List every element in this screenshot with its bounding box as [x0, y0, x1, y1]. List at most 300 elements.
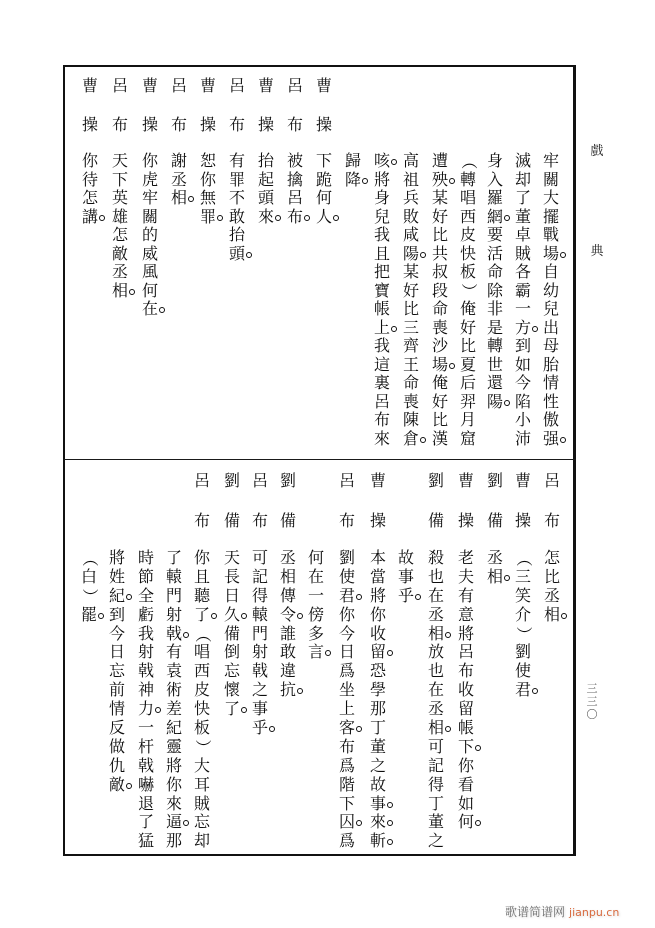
glyph: 看 [457, 774, 474, 794]
glyph: 做 [108, 736, 125, 756]
glyph: 英 [111, 188, 128, 207]
dialogue-text [164, 549, 184, 851]
glyph: 曹 [514, 471, 531, 490]
glyph: 唱 [193, 642, 210, 662]
glyph: 丁 [427, 793, 444, 813]
glyph: 懷 [223, 680, 240, 700]
glyph: 下 [456, 738, 476, 757]
glyph: 來 [256, 208, 276, 227]
glyph: 布 [111, 115, 128, 134]
glyph: 傍 [307, 604, 324, 624]
glyph: 老 [457, 548, 474, 567]
glyph: 如 [457, 793, 474, 813]
glyph: 布 [338, 736, 355, 756]
glyph: 夫 [457, 566, 474, 586]
glyph: 場 [430, 356, 450, 375]
glyph: 神 [137, 680, 154, 700]
glyph: 好 [431, 206, 448, 226]
glyph: 爲 [338, 661, 355, 681]
glyph: 好 [431, 391, 448, 411]
glyph: 關 [542, 169, 559, 189]
glyph: 威 [141, 243, 158, 263]
period-circle-mark [356, 594, 362, 600]
glyph: 丞 [170, 169, 187, 189]
dialogue-text [136, 549, 156, 851]
glyph: 了 [165, 548, 182, 567]
glyph: 講 [80, 208, 100, 227]
glyph: 我 [373, 225, 390, 244]
glyph: 敢 [228, 206, 245, 226]
glyph: 言 [306, 643, 326, 662]
glyph: 何 [307, 548, 324, 567]
glyph: 一 [137, 718, 154, 738]
glyph: 到 [514, 336, 531, 355]
glyph: 母 [542, 336, 559, 355]
dialogue-text [250, 549, 270, 738]
glyph: 有 [457, 585, 474, 605]
glyph: 曹 [369, 471, 386, 490]
speaker-name [278, 472, 298, 552]
glyph: 之 [251, 680, 268, 700]
glyph: 板 [459, 262, 476, 281]
glyph: 性 [542, 391, 559, 411]
glyph: 故 [369, 774, 386, 794]
glyph: 布 [338, 511, 355, 530]
glyph: 沛 [514, 428, 531, 448]
glyph: 王 [402, 354, 419, 374]
glyph: 布 [251, 511, 268, 530]
glyph: 遭 [431, 151, 448, 170]
glyph: 何 [456, 813, 476, 832]
glyph: 操 [514, 511, 531, 530]
period-circle-mark [126, 594, 132, 600]
glyph: 呂 [170, 76, 187, 95]
glyph: 命 [431, 299, 448, 318]
glyph: 下 [315, 151, 332, 170]
glyph: 將 [457, 623, 474, 643]
glyph: 笑 [514, 585, 531, 605]
glyph: 戟 [137, 661, 154, 681]
glyph: 板 [193, 718, 210, 738]
glyph: 却 [193, 831, 210, 851]
glyph: 雄 [111, 206, 128, 226]
glyph: （ [193, 626, 213, 643]
glyph: 霸 [514, 280, 531, 300]
glyph: 相 [426, 625, 446, 644]
glyph: 高 [402, 151, 419, 170]
glyph: 非 [486, 299, 503, 318]
glyph: 了 [514, 188, 531, 207]
glyph: 你 [457, 755, 474, 775]
period-circle-mark [504, 575, 510, 581]
glyph: 比 [543, 566, 560, 586]
glyph: （ [514, 550, 534, 567]
glyph: 抬 [228, 225, 245, 244]
glyph: 裏 [373, 373, 390, 392]
speaker-name [426, 472, 446, 552]
glyph: 天 [111, 151, 128, 170]
glyph: 三 [586, 682, 598, 695]
glyph: 卓 [514, 225, 531, 244]
glyph: 一 [307, 585, 324, 605]
glyph: 比 [402, 299, 419, 318]
glyph: 風 [141, 262, 158, 281]
glyph: 白 [80, 566, 97, 586]
glyph: 在 [427, 680, 444, 700]
glyph: 虎 [141, 169, 158, 189]
script-column [79, 0, 99, 928]
glyph: 你 [193, 548, 210, 567]
script-column [396, 0, 416, 928]
glyph: 操 [457, 511, 474, 530]
glyph: 敵 [107, 776, 127, 795]
glyph: 操 [257, 115, 274, 134]
glyph: 丞 [279, 548, 296, 567]
glyph: 劉 [486, 471, 503, 490]
glyph: 天 [223, 548, 240, 567]
glyph: 故 [397, 548, 414, 567]
period-circle-mark [211, 613, 217, 619]
glyph: 忘 [223, 661, 240, 681]
script-column [485, 0, 505, 928]
glyph: 射 [165, 604, 182, 624]
glyph: 歸 [344, 151, 361, 170]
glyph: 西 [193, 661, 210, 681]
glyph: 抬 [257, 151, 274, 170]
speaker-name [250, 472, 270, 552]
script-column [164, 0, 184, 928]
glyph: 擒 [286, 169, 303, 189]
dialogue-text [192, 549, 212, 851]
glyph: 出 [542, 317, 559, 337]
glyph: 丞 [427, 604, 444, 624]
glyph: 介 [514, 604, 531, 624]
period-circle-mark [269, 726, 275, 732]
glyph: 董 [514, 206, 531, 226]
glyph: 使 [338, 566, 355, 586]
glyph: 備 [427, 511, 444, 530]
glyph: 窟 [459, 428, 476, 448]
glyph: 陷 [514, 391, 531, 411]
dialogue-text [426, 549, 446, 851]
glyph: 頭 [227, 245, 247, 264]
glyph: 劉 [223, 471, 240, 490]
glyph: 將 [373, 169, 390, 189]
glyph: 漢 [431, 428, 448, 448]
glyph: 猛 [137, 831, 154, 851]
glyph: 記 [251, 566, 268, 586]
glyph: 戟 [251, 661, 268, 681]
glyph: 忘 [108, 661, 125, 681]
glyph: 自 [542, 262, 559, 281]
script-column [250, 0, 270, 928]
glyph: 關 [141, 206, 158, 226]
glyph: 要 [486, 225, 503, 244]
glyph: 不 [228, 188, 245, 207]
script-column [513, 0, 533, 928]
period-circle-mark [387, 839, 393, 845]
glyph: 敵 [111, 243, 128, 263]
running-title-char-2: 典 [590, 244, 604, 259]
glyph: 陳 [402, 410, 419, 429]
glyph: 劉 [338, 548, 355, 567]
period-circle-mark [445, 632, 451, 638]
glyph: 將 [108, 548, 125, 567]
glyph: 杆 [137, 736, 154, 756]
glyph: 可 [427, 736, 444, 756]
glyph: 操 [369, 511, 386, 530]
period-circle-mark [445, 726, 451, 732]
glyph: 布 [193, 511, 210, 530]
period-circle-mark [532, 688, 538, 694]
glyph: 擺 [542, 206, 559, 226]
glyph: 呂 [457, 642, 474, 662]
glyph: 丞 [111, 262, 128, 281]
glyph: 起 [257, 169, 274, 189]
glyph: 呂 [543, 471, 560, 490]
glyph: 長 [223, 566, 240, 586]
glyph: 客 [337, 719, 357, 738]
glyph: 無 [199, 188, 216, 207]
period-circle-mark [126, 783, 132, 789]
glyph: 我 [137, 623, 154, 643]
period-circle-mark [183, 632, 189, 638]
script-column [542, 0, 562, 928]
glyph: 沙 [431, 336, 448, 355]
glyph: 謝 [170, 151, 187, 170]
dialogue-text [306, 549, 326, 662]
glyph: 三 [402, 317, 419, 337]
glyph: 得 [251, 585, 268, 605]
period-circle-mark [155, 707, 161, 713]
glyph: 兒 [373, 206, 390, 226]
glyph: 傲 [542, 410, 559, 429]
glyph: 之 [369, 755, 386, 775]
period-circle-mark [325, 650, 331, 656]
glyph: 小 [514, 410, 531, 429]
glyph: 今 [338, 623, 355, 643]
script-column [368, 0, 388, 928]
glyph: 留 [457, 699, 474, 719]
glyph: 倉 [401, 430, 421, 449]
period-circle-mark [356, 820, 362, 826]
glyph: 操 [141, 115, 158, 134]
glyph: 差 [165, 699, 182, 719]
glyph: 某 [402, 262, 419, 281]
glyph: 這 [373, 354, 390, 374]
glyph: 布 [373, 410, 390, 429]
glyph: 操 [199, 115, 216, 134]
glyph: 了 [192, 606, 212, 625]
glyph: 牢 [141, 188, 158, 207]
glyph: 戟 [137, 755, 154, 775]
glyph: 喪 [402, 391, 419, 411]
glyph: 呂 [286, 188, 303, 207]
glyph: 方 [513, 319, 533, 338]
glyph: 相 [279, 566, 296, 586]
glyph: 丞 [427, 699, 444, 719]
glyph: 轉 [459, 169, 476, 189]
glyph: 呂 [286, 76, 303, 95]
glyph: 殺 [427, 548, 444, 567]
glyph: 虧 [137, 604, 154, 624]
glyph: 唱 [459, 188, 476, 207]
glyph: 前 [108, 680, 125, 700]
glyph: 姓 [108, 566, 125, 586]
glyph: 月 [459, 410, 476, 429]
glyph: 比 [459, 336, 476, 355]
glyph: 共 [431, 243, 448, 263]
glyph: 當 [369, 566, 386, 586]
glyph: 備 [223, 623, 240, 643]
glyph: 之 [427, 831, 444, 851]
glyph: 射 [137, 642, 154, 662]
glyph: 夏 [459, 354, 476, 374]
speaker-name [513, 472, 533, 552]
period-circle-mark [241, 613, 247, 619]
glyph: 事 [368, 795, 388, 814]
glyph: 來 [368, 813, 388, 832]
glyph: 〇 [586, 708, 598, 721]
glyph: 身 [373, 188, 390, 207]
watermark-domain: jianpu.cn [569, 906, 620, 919]
glyph: 曹 [81, 76, 98, 95]
glyph: 階 [338, 774, 355, 794]
period-circle-mark [475, 820, 481, 826]
glyph: 爲 [338, 831, 355, 851]
glyph: 怎 [111, 225, 128, 244]
glyph: 相 [542, 606, 562, 625]
glyph: 跪 [315, 169, 332, 189]
glyph: 后 [459, 373, 476, 392]
glyph: 某 [431, 188, 448, 207]
glyph: 劉 [279, 471, 296, 490]
glyph: ） [514, 626, 534, 643]
script-column [278, 0, 298, 928]
glyph: 在 [427, 585, 444, 605]
glyph: 西 [459, 206, 476, 226]
glyph: 還 [486, 373, 503, 392]
glyph: 意 [457, 604, 474, 624]
dialogue-text [542, 549, 562, 625]
glyph: 操 [315, 115, 332, 134]
speaker-name [456, 472, 476, 552]
glyph: 曹 [257, 76, 274, 95]
glyph: 寶 [373, 280, 390, 300]
glyph: 快 [193, 699, 210, 719]
glyph: 今 [514, 373, 531, 392]
glyph: 了 [137, 812, 154, 832]
glyph: 轅 [165, 566, 182, 586]
glyph: 布 [285, 208, 305, 227]
glyph: 袁 [165, 661, 182, 681]
glyph: 門 [165, 585, 182, 605]
glyph: 可 [251, 548, 268, 567]
glyph: 把 [373, 262, 390, 281]
glyph: 有 [228, 151, 245, 170]
glyph: 呂 [251, 471, 268, 490]
glyph: 罪 [228, 169, 245, 189]
glyph: 到 [108, 604, 125, 624]
glyph: 在 [307, 566, 324, 586]
glyph: 違 [279, 661, 296, 681]
period-circle-mark [387, 820, 393, 826]
glyph: 却 [514, 169, 531, 189]
glyph: 紀 [165, 718, 182, 738]
glyph: 比 [431, 225, 448, 244]
dialogue-text [396, 549, 416, 606]
glyph: 恐 [369, 661, 386, 681]
glyph: 咳 [372, 152, 392, 171]
period-circle-mark [387, 650, 393, 656]
glyph: 門 [251, 623, 268, 643]
glyph: 喪 [431, 317, 448, 337]
glyph: 耳 [193, 774, 210, 794]
glyph: 下 [338, 793, 355, 813]
glyph: 俺 [459, 299, 476, 318]
glyph: 學 [369, 680, 386, 700]
glyph: 皮 [193, 680, 210, 700]
glyph: 反 [108, 718, 125, 738]
glyph: 相 [110, 282, 130, 301]
glyph: 日 [108, 642, 125, 662]
glyph: 皮 [459, 225, 476, 244]
glyph: 戰 [542, 225, 559, 244]
glyph: 靈 [165, 736, 182, 756]
glyph: 布 [228, 115, 245, 134]
glyph: 戟 [164, 625, 184, 644]
glyph: 忘 [193, 812, 210, 832]
period-circle-mark [297, 613, 303, 619]
glyph: 牢 [542, 151, 559, 170]
glyph: 傳 [279, 585, 296, 605]
glyph: 事 [397, 566, 414, 586]
speaker-name [192, 472, 212, 552]
glyph: （ [80, 550, 100, 567]
glyph: 帳 [457, 718, 474, 738]
glyph: 羅 [486, 188, 503, 207]
glyph: 好 [459, 317, 476, 337]
glyph: 場 [541, 245, 561, 264]
glyph: 命 [402, 373, 419, 392]
dialogue-text [337, 549, 357, 851]
glyph: 賊 [514, 243, 531, 263]
glyph: ） [80, 588, 100, 605]
glyph: 將 [165, 755, 182, 775]
glyph: 待 [81, 169, 98, 189]
glyph: 布 [170, 115, 187, 134]
dialogue-text [107, 549, 127, 795]
glyph: 殃 [430, 171, 450, 190]
glyph: 留 [368, 643, 388, 662]
glyph: 斬 [368, 832, 388, 851]
glyph: 坐 [338, 680, 355, 700]
glyph: 何 [141, 280, 158, 300]
glyph: 俺 [431, 373, 448, 392]
glyph: 久 [222, 606, 242, 625]
glyph: 胎 [542, 354, 559, 374]
glyph: 布 [543, 511, 560, 530]
glyph: 帳 [373, 299, 390, 318]
glyph: 那 [165, 831, 182, 851]
glyph: 誰 [279, 623, 296, 643]
glyph: 罷 [79, 606, 99, 625]
glyph: 了 [222, 700, 242, 719]
script-column [136, 0, 156, 928]
glyph: 紀 [107, 587, 127, 606]
script-column [426, 0, 446, 928]
glyph: 備 [486, 511, 503, 530]
